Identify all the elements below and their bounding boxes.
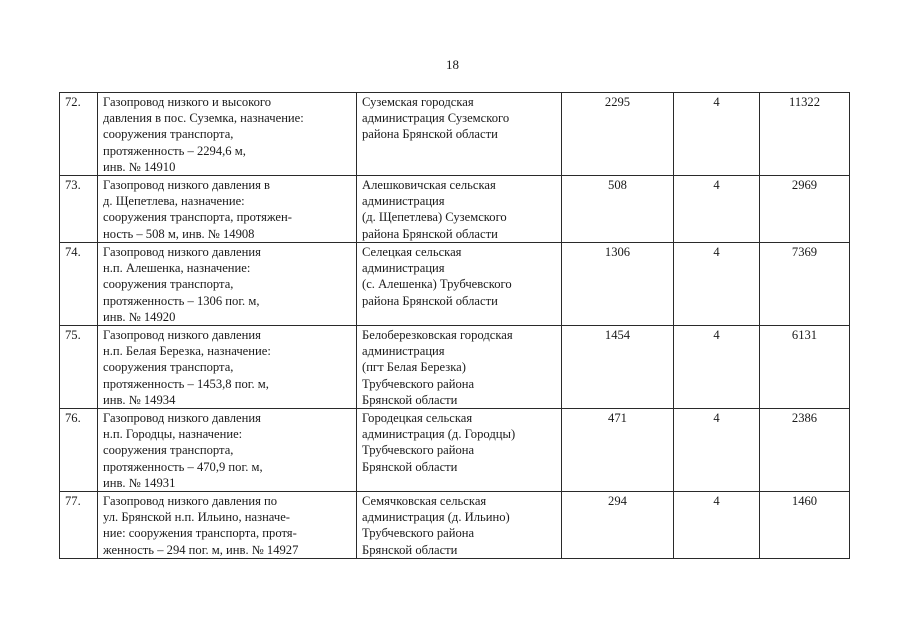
description-line: протяженность – 470,9 пог. м, [103, 459, 263, 474]
row-number: 76. [60, 409, 98, 492]
value-a: 471 [562, 409, 674, 492]
administration-line: Брянской области [362, 459, 458, 474]
administration-line: района Брянской области [362, 293, 498, 308]
object-description [98, 492, 357, 559]
row-number: 74. [60, 243, 98, 326]
description-line: давления в пос. Суземка, назначение: [103, 111, 304, 126]
description-line: сооружения транспорта, [103, 127, 234, 142]
administration-line: Селецкая сельская [362, 245, 462, 260]
table-row [60, 326, 850, 409]
administration [357, 409, 562, 492]
administration-line: администрация [362, 344, 445, 359]
value-a: 294 [562, 492, 674, 559]
description-line: женность – 294 пог. м, инв. № 14927 [103, 542, 299, 557]
value-c: 6131 [760, 326, 850, 409]
description-line: ность – 508 м, инв. № 14908 [103, 226, 255, 241]
administration-line: Брянской области [362, 542, 458, 557]
description-line: н.п. Городцы, назначение: [103, 427, 243, 442]
description-line: инв. № 14934 [103, 392, 176, 407]
administration [357, 492, 562, 559]
description-line: сооружения транспорта, [103, 443, 234, 458]
description-line: сооружения транспорта, [103, 360, 234, 375]
administration-line: Городецкая сельская [362, 411, 473, 426]
description-line: протяженность – 2294,6 м, [103, 143, 246, 158]
value-a: 2295 [562, 93, 674, 176]
description-line: ул. Брянской н.п. Ильино, назначе- [103, 510, 291, 525]
row-number: 75. [60, 326, 98, 409]
row-number: 72. [60, 93, 98, 176]
description-line: ние: сооружения транспорта, протя- [103, 526, 297, 541]
row-number: 73. [60, 176, 98, 243]
administration-line: администрация [362, 194, 445, 209]
value-c: 1460 [760, 492, 850, 559]
object-description [98, 409, 357, 492]
description-line: н.п. Алешенка, назначение: [103, 261, 251, 276]
administration [357, 176, 562, 243]
description-line: инв. № 14931 [103, 475, 176, 490]
description-line: Газопровод низкого и высокого [103, 95, 272, 109]
description-line: Газопровод низкого давления [103, 245, 261, 260]
description-line: инв. № 14910 [103, 159, 176, 174]
description-line: протяженность – 1453,8 пог. м, [103, 376, 269, 391]
administration-line: администрация Суземского [362, 111, 510, 126]
table-row [60, 243, 850, 326]
value-a: 508 [562, 176, 674, 243]
description-line: сооружения транспорта, протяжен- [103, 210, 292, 225]
description-line: д. Щепетлева, назначение: [103, 194, 245, 209]
value-b: 4 [674, 243, 760, 326]
property-table [59, 92, 850, 559]
administration-line: Трубчевского района [362, 443, 475, 458]
object-description [98, 93, 357, 176]
administration-line: Брянской области [362, 392, 458, 407]
description-line: Газопровод низкого давления [103, 328, 261, 343]
table-row [60, 492, 850, 559]
administration-line: (д. Щепетлева) Суземского [362, 210, 507, 225]
table-row [60, 93, 850, 176]
value-c: 2969 [760, 176, 850, 243]
description-line: Газопровод низкого давления в [103, 178, 270, 193]
value-b: 4 [674, 93, 760, 176]
administration [357, 243, 562, 326]
administration-line: администрация [362, 261, 445, 276]
value-b: 4 [674, 492, 760, 559]
value-c: 11322 [760, 93, 850, 176]
administration-line: Семячковская сельская [362, 494, 487, 509]
administration-line: Алешковичская сельская [362, 178, 496, 193]
value-a: 1306 [562, 243, 674, 326]
administration-line: (с. Алешенка) Трубчевского [362, 277, 512, 292]
object-description [98, 326, 357, 409]
description-line: протяженность – 1306 пог. м, [103, 293, 260, 308]
table-body [60, 93, 850, 559]
description-line: инв. № 14920 [103, 309, 176, 324]
value-c: 7369 [760, 243, 850, 326]
description-line: н.п. Белая Березка, назначение: [103, 344, 271, 359]
value-b: 4 [674, 176, 760, 243]
description-line: Газопровод низкого давления по [103, 494, 278, 509]
table-row [60, 176, 850, 243]
administration-line: района Брянской области [362, 127, 498, 142]
administration-line: Белоберезковская городская [362, 328, 513, 343]
value-c: 2386 [760, 409, 850, 492]
description-line: сооружения транспорта, [103, 277, 234, 292]
value-a: 1454 [562, 326, 674, 409]
administration [357, 93, 562, 176]
administration-line: администрация (д. Городцы) [362, 427, 516, 442]
object-description [98, 176, 357, 243]
administration-line: Суземская городская [362, 95, 474, 109]
administration-line: администрация (д. Ильино) [362, 510, 510, 525]
administration-line: Трубчевского района [362, 376, 475, 391]
administration [357, 326, 562, 409]
object-description [98, 243, 357, 326]
table-row [60, 409, 850, 492]
administration-line: (пгт Белая Березка) [362, 360, 466, 375]
row-number: 77. [60, 492, 98, 559]
value-b: 4 [674, 409, 760, 492]
administration-line: района Брянской области [362, 226, 498, 241]
description-line: Газопровод низкого давления [103, 411, 261, 426]
administration-line: Трубчевского района [362, 526, 475, 541]
page-number: 18 [446, 57, 459, 72]
value-b: 4 [674, 326, 760, 409]
